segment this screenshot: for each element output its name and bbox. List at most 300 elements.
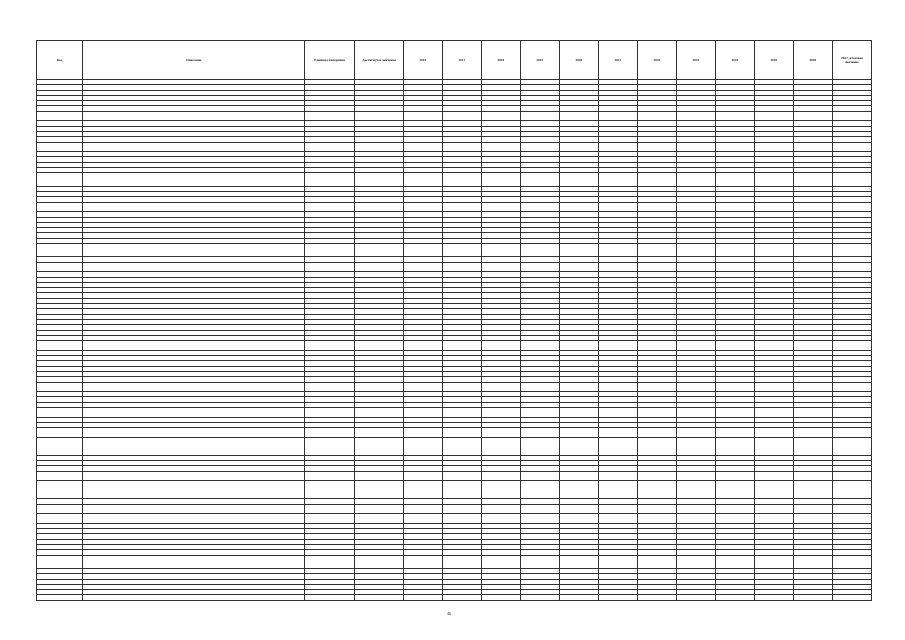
value-cell [520,341,559,351]
header-cell: 2021 [598,41,637,80]
value-cell [793,173,832,186]
value-cell [304,341,355,351]
value-cell [637,437,676,455]
code-cell [37,142,83,152]
table-row [37,142,872,152]
value-cell [676,504,715,514]
value-cell [637,341,676,351]
value-cell [598,202,637,212]
value-cell [442,504,481,514]
value-cell [754,555,793,568]
value-cell [355,262,403,272]
value-cell [598,437,637,455]
value-cell [304,382,355,392]
value-cell [598,111,637,121]
value-cell [481,471,520,481]
value-cell [598,471,637,481]
value-cell [715,437,754,455]
value-cell [637,428,676,438]
value-cell [481,595,520,600]
value-cell [832,471,871,481]
code-cell [37,437,83,455]
table-body [37,80,872,601]
value-cell [637,514,676,524]
value-cell [715,504,754,514]
document-sheet [36,40,872,601]
value-cell [676,382,715,392]
value-cell [715,408,754,418]
header-cell: Единица измерения [304,41,355,80]
value-cell [355,514,403,524]
value-cell [559,595,598,600]
value-cell [832,262,871,272]
value-cell [355,471,403,481]
description-cell [83,111,304,121]
value-cell [442,111,481,121]
value-cell [559,428,598,438]
value-cell [304,471,355,481]
value-cell [754,595,793,600]
value-cell [481,504,520,514]
value-cell [715,262,754,272]
value-cell [559,504,598,514]
table-row [37,262,872,272]
table-row [37,514,872,524]
value-cell [481,481,520,499]
value-cell [754,341,793,351]
value-cell [304,481,355,499]
value-cell [403,142,442,152]
value-cell [793,382,832,392]
value-cell [559,202,598,212]
value-cell [481,382,520,392]
value-cell [559,111,598,121]
value-cell [403,555,442,568]
value-cell [442,481,481,499]
value-cell [304,555,355,568]
value-cell [637,408,676,418]
value-cell [355,504,403,514]
value-cell [442,262,481,272]
description-cell [83,428,304,438]
value-cell [676,514,715,524]
value-cell [637,481,676,499]
value-cell [520,111,559,121]
header-cell: Достигнутое значение [355,41,403,80]
code-cell [37,504,83,514]
value-cell [598,244,637,257]
value-cell [637,471,676,481]
value-cell [304,437,355,455]
value-cell [304,504,355,514]
value-cell [304,514,355,524]
value-cell [715,142,754,152]
value-cell [676,111,715,121]
description-cell [83,262,304,272]
value-cell [637,262,676,272]
value-cell [442,142,481,152]
value-cell [793,244,832,257]
value-cell [676,437,715,455]
value-cell [832,555,871,568]
value-cell [676,408,715,418]
value-cell [832,481,871,499]
value-cell [676,428,715,438]
code-cell [37,428,83,438]
code-cell [37,514,83,524]
value-cell [304,408,355,418]
description-cell [83,142,304,152]
value-cell [403,471,442,481]
header-cell: 2026 [793,41,832,80]
value-cell [520,555,559,568]
value-cell [481,341,520,351]
value-cell [598,382,637,392]
value-cell [355,595,403,600]
code-cell [37,408,83,418]
value-cell [598,481,637,499]
value-cell [355,111,403,121]
value-cell [304,202,355,212]
value-cell [715,514,754,524]
value-cell [715,595,754,600]
value-cell [403,408,442,418]
value-cell [481,202,520,212]
value-cell [559,262,598,272]
value-cell [559,142,598,152]
value-cell [520,514,559,524]
value-cell [793,481,832,499]
code-cell [37,481,83,499]
value-cell [403,481,442,499]
table-row [37,408,872,418]
header-row [37,41,872,80]
value-cell [559,514,598,524]
value-cell [754,428,793,438]
value-cell [559,244,598,257]
value-cell [832,173,871,186]
value-cell [676,262,715,272]
value-cell [442,428,481,438]
value-cell [520,382,559,392]
value-cell [715,173,754,186]
value-cell [676,471,715,481]
value-cell [559,382,598,392]
value-cell [832,111,871,121]
value-cell [598,341,637,351]
value-cell [355,437,403,455]
value-cell [754,202,793,212]
value-cell [481,437,520,455]
description-cell [83,555,304,568]
value-cell [676,244,715,257]
value-cell [676,341,715,351]
value-cell [520,504,559,514]
value-cell [676,481,715,499]
value-cell [637,142,676,152]
value-cell [520,142,559,152]
header-cell: 2027, итоговое значение [832,41,871,80]
header-cell: 2023 [676,41,715,80]
table-row [37,471,872,481]
table-row [37,202,872,212]
value-cell [442,382,481,392]
value-cell [481,173,520,186]
value-cell [304,173,355,186]
code-cell [37,595,83,600]
value-cell [559,341,598,351]
value-cell [793,471,832,481]
description-cell [83,408,304,418]
value-cell [832,595,871,600]
value-cell [403,504,442,514]
description-cell [83,202,304,212]
value-cell [520,244,559,257]
value-cell [520,408,559,418]
value-cell [754,142,793,152]
value-cell [559,437,598,455]
value-cell [832,382,871,392]
value-cell [355,428,403,438]
value-cell [676,555,715,568]
value-cell [793,341,832,351]
value-cell [559,555,598,568]
value-cell [481,428,520,438]
description-cell [83,514,304,524]
value-cell [754,382,793,392]
value-cell [793,514,832,524]
value-cell [832,202,871,212]
description-cell [83,481,304,499]
value-cell [304,244,355,257]
table-row [37,437,872,455]
table-row [37,504,872,514]
value-cell [754,514,793,524]
value-cell [442,595,481,600]
value-cell [481,514,520,524]
value-cell [403,202,442,212]
table-row [37,111,872,121]
value-cell [793,428,832,438]
value-cell [598,555,637,568]
value-cell [637,555,676,568]
value-cell [403,428,442,438]
value-cell [715,471,754,481]
value-cell [481,244,520,257]
table-row [37,341,872,351]
value-cell [403,262,442,272]
value-cell [520,595,559,600]
description-cell [83,244,304,257]
value-cell [442,244,481,257]
value-cell [559,481,598,499]
value-cell [793,555,832,568]
value-cell [793,111,832,121]
table-row [37,481,872,499]
description-cell [83,504,304,514]
value-cell [355,173,403,186]
value-cell [355,202,403,212]
value-cell [754,244,793,257]
value-cell [442,341,481,351]
code-cell [37,382,83,392]
value-cell [715,382,754,392]
code-cell [37,341,83,351]
table-row [37,555,872,568]
value-cell [832,428,871,438]
value-cell [520,202,559,212]
value-cell [520,173,559,186]
value-cell [676,173,715,186]
value-cell [520,471,559,481]
value-cell [676,202,715,212]
value-cell [304,142,355,152]
value-cell [520,437,559,455]
value-cell [754,471,793,481]
table-row [37,595,872,600]
value-cell [598,262,637,272]
value-cell [481,142,520,152]
value-cell [637,382,676,392]
value-cell [715,202,754,212]
value-cell [304,262,355,272]
value-cell [754,173,793,186]
value-cell [754,111,793,121]
value-cell [442,555,481,568]
header-cell: Описание [83,41,304,80]
header-cell: 2020 [559,41,598,80]
description-cell [83,595,304,600]
value-cell [637,504,676,514]
value-cell [442,173,481,186]
value-cell [754,504,793,514]
code-cell [37,555,83,568]
header-cell: Код [37,41,83,80]
value-cell [403,437,442,455]
value-cell [481,111,520,121]
table-row [37,173,872,186]
value-cell [355,408,403,418]
value-cell [481,262,520,272]
value-cell [754,437,793,455]
value-cell [355,341,403,351]
value-cell [637,111,676,121]
header-cell: 2016 [403,41,442,80]
value-cell [481,555,520,568]
value-cell [676,142,715,152]
value-cell [598,408,637,418]
value-cell [832,514,871,524]
value-cell [442,514,481,524]
value-cell [754,262,793,272]
value-cell [832,408,871,418]
header-cell: 2025 [754,41,793,80]
value-cell [832,341,871,351]
value-cell [355,555,403,568]
description-cell [83,437,304,455]
value-cell [832,504,871,514]
value-cell [403,341,442,351]
code-cell [37,262,83,272]
value-cell [637,202,676,212]
value-cell [715,244,754,257]
header-cell: 2019 [520,41,559,80]
value-cell [442,202,481,212]
value-cell [442,471,481,481]
code-cell [37,111,83,121]
code-cell [37,202,83,212]
data-table [36,40,872,601]
value-cell [598,595,637,600]
code-cell [37,244,83,257]
value-cell [304,595,355,600]
value-cell [832,142,871,152]
description-cell [83,341,304,351]
value-cell [442,437,481,455]
code-cell [37,471,83,481]
value-cell [793,437,832,455]
value-cell [754,481,793,499]
value-cell [355,382,403,392]
value-cell [637,244,676,257]
value-cell [559,408,598,418]
header-cell: 2017 [442,41,481,80]
value-cell [715,341,754,351]
value-cell [481,408,520,418]
value-cell [832,244,871,257]
value-cell [442,408,481,418]
description-cell [83,173,304,186]
value-cell [715,428,754,438]
value-cell [403,173,442,186]
value-cell [676,595,715,600]
description-cell [83,471,304,481]
header-cell: 2022 [637,41,676,80]
table-row [37,244,872,257]
value-cell [403,382,442,392]
header-cell: 2018 [481,41,520,80]
value-cell [598,514,637,524]
value-cell [754,408,793,418]
table-row [37,428,872,438]
value-cell [355,244,403,257]
value-cell [403,514,442,524]
value-cell [520,481,559,499]
value-cell [793,262,832,272]
value-cell [403,595,442,600]
value-cell [304,111,355,121]
value-cell [715,481,754,499]
value-cell [832,437,871,455]
value-cell [403,111,442,121]
value-cell [403,244,442,257]
value-cell [793,595,832,600]
value-cell [793,408,832,418]
value-cell [559,173,598,186]
value-cell [598,173,637,186]
value-cell [559,471,598,481]
value-cell [793,504,832,514]
value-cell [598,142,637,152]
value-cell [637,595,676,600]
value-cell [715,111,754,121]
value-cell [598,428,637,438]
value-cell [598,504,637,514]
header-cell: 2024 [715,41,754,80]
description-cell [83,382,304,392]
value-cell [715,555,754,568]
value-cell [520,428,559,438]
